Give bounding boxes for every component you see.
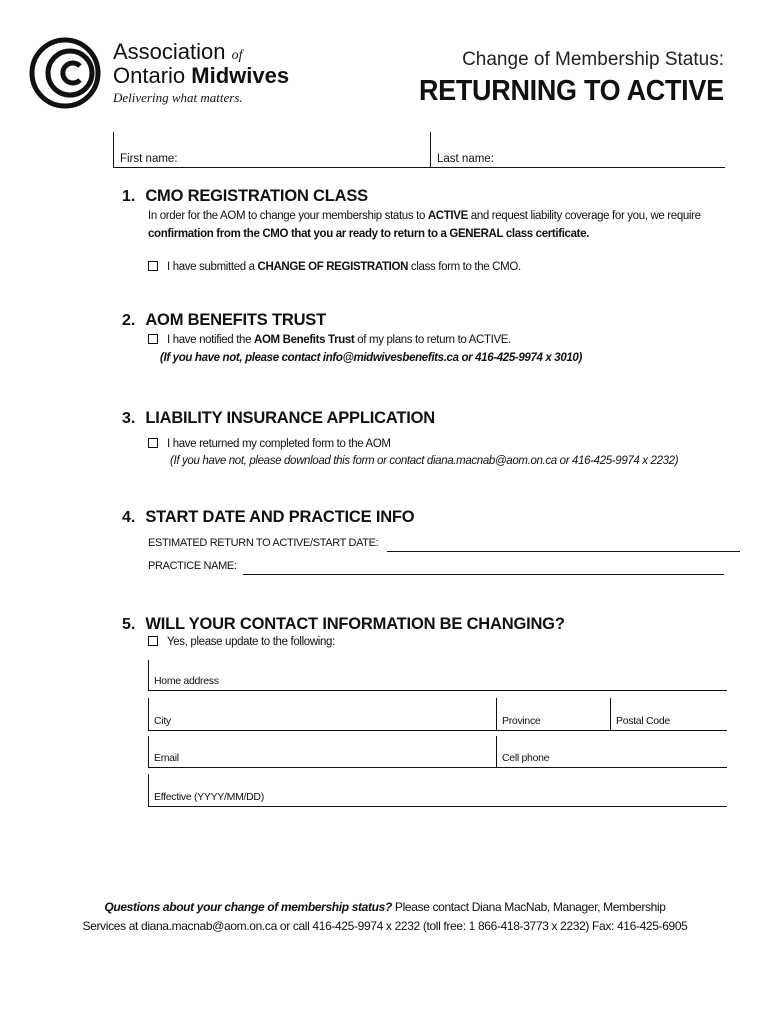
- footer-question: Questions about your change of membership status?: [104, 900, 392, 914]
- cell-phone-label: Cell phone: [502, 752, 550, 764]
- org-name-line2: Ontario Midwives: [113, 63, 290, 88]
- benefits-trust-checkbox-row[interactable]: I have notified the AOM Benefits Trust of my plans to return to ACTIVE.: [148, 331, 511, 349]
- effective-date-field[interactable]: [148, 774, 727, 807]
- section-2-heading: 2. AOM BENEFITS TRUST: [122, 311, 326, 329]
- postal-code-label: Postal Code: [616, 715, 670, 727]
- form-title: RETURNING TO ACTIVE: [419, 75, 724, 107]
- footer-line1: Please contact Diana MacNab, Manager, Membership: [391, 900, 666, 914]
- org-tagline: Delivering what matters.: [113, 90, 243, 105]
- start-date-label: ESTIMATED RETURN TO ACTIVE/START DATE:: [148, 537, 379, 549]
- section-5-heading: 5. WILL YOUR CONTACT INFORMATION BE CHANGING?: [122, 615, 565, 633]
- province-field[interactable]: [496, 698, 611, 731]
- first-name-field[interactable]: [113, 132, 431, 168]
- first-name-label: First name:: [120, 153, 178, 165]
- home-address-label: Home address: [154, 675, 219, 687]
- checkbox[interactable]: [148, 438, 158, 448]
- start-date-input[interactable]: [387, 537, 740, 552]
- liability-note: (If you have not, please download this form or contact diana.macnab@aom.on.ca or 416-425-9974 x 2232): [170, 455, 679, 467]
- home-address-field[interactable]: [148, 660, 727, 691]
- cmo-registration-checkbox-row[interactable]: I have submitted a CHANGE OF REGISTRATION class form to the CMO.: [148, 258, 521, 276]
- footer-contact-info: [0, 898, 770, 936]
- start-date-row: [148, 534, 740, 552]
- email-label: Email: [154, 752, 179, 764]
- city-label: City: [154, 715, 171, 727]
- aom-logo-icon: [28, 36, 102, 110]
- province-label: Province: [502, 715, 541, 727]
- last-name-label: Last name:: [437, 153, 494, 165]
- form-subtitle: Change of Membership Status:: [462, 49, 724, 70]
- city-field[interactable]: [148, 698, 497, 731]
- checkbox[interactable]: [148, 334, 158, 344]
- org-name-line1: Association of: [113, 39, 243, 64]
- footer-line2: Services at diana.macnab@aom.on.ca or call 416-425-9974 x 2232 (toll free: 1 866-418-3773 x 2232) Fax: 416-425-6905: [82, 919, 688, 933]
- section-4-heading: 4. START DATE AND PRACTICE INFO: [122, 508, 415, 526]
- liability-form-checkbox-row[interactable]: I have returned my completed form to the AOM: [148, 435, 391, 453]
- practice-name-label: PRACTICE NAME:: [148, 560, 237, 572]
- section-3-heading: 3. LIABILITY INSURANCE APPLICATION: [122, 409, 435, 427]
- checkbox[interactable]: [148, 261, 158, 271]
- section-1-description: In order for the AOM to change your membership status to ACTIVE and request liability coverage for you, we require confirmation from the CMO that you ar ready to return to a GENERAL class certificate.: [148, 210, 701, 240]
- cell-phone-field[interactable]: [496, 736, 727, 768]
- last-name-field[interactable]: [430, 132, 725, 168]
- effective-date-label: Effective (YYYY/MM/DD): [154, 791, 264, 803]
- postal-code-field[interactable]: [610, 698, 727, 731]
- email-field[interactable]: [148, 736, 497, 768]
- practice-name-row: [148, 557, 724, 575]
- section-1-heading: 1. CMO REGISTRATION CLASS: [122, 187, 368, 205]
- checkbox[interactable]: [148, 636, 158, 646]
- contact-update-checkbox-row[interactable]: Yes, please update to the following:: [148, 633, 335, 651]
- benefits-trust-note: (If you have not, please contact info@midwivesbenefits.ca or 416-425-9974 x 3010): [160, 352, 582, 364]
- practice-name-input[interactable]: [243, 560, 724, 575]
